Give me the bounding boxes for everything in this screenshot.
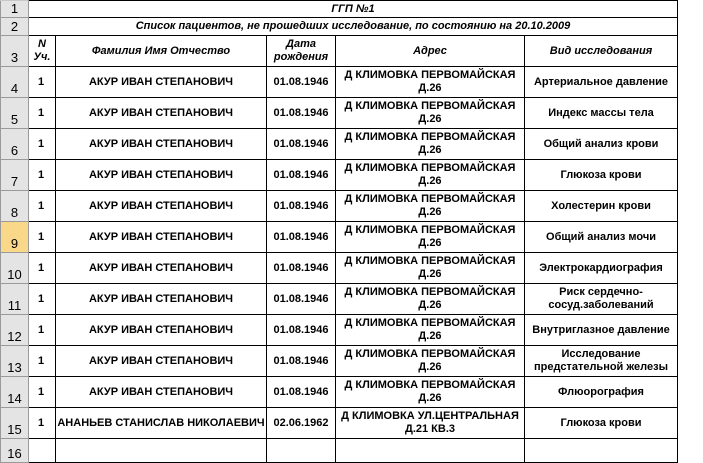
cell-exam[interactable]: Риск сердечно-сосуд.заболеваний xyxy=(525,284,678,315)
cell-exam[interactable]: Глюкоза крови xyxy=(525,160,678,191)
cell-name[interactable]: АКУР ИВАН СТЕПАНОВИЧ xyxy=(56,222,267,253)
table-row[interactable] xyxy=(1,377,678,408)
cell-dob[interactable]: 01.08.1946 xyxy=(267,191,336,222)
row-header[interactable]: 2 xyxy=(1,18,29,36)
column-header-exam[interactable]: Вид исследования xyxy=(525,36,678,67)
cell-name[interactable]: АКУР ИВАН СТЕПАНОВИЧ xyxy=(56,284,267,315)
cell-num[interactable]: 1 xyxy=(29,346,56,377)
row-header[interactable]: 4 xyxy=(1,67,29,98)
empty-cell[interactable] xyxy=(267,439,336,463)
cell-exam[interactable]: Индекс массы тела xyxy=(525,98,678,129)
cell-num[interactable]: 1 xyxy=(29,67,56,98)
cell-address[interactable]: Д КЛИМОВКА ПЕРВОМАЙСКАЯ Д.26 xyxy=(336,129,525,160)
cell-address[interactable]: Д КЛИМОВКА УЛ.ЦЕНТРАЛЬНАЯ Д.21 КВ.3 xyxy=(336,408,525,439)
cell-name[interactable]: АКУР ИВАН СТЕПАНОВИЧ xyxy=(56,253,267,284)
table-row[interactable] xyxy=(1,253,678,284)
cell-exam[interactable]: Глюкоза крови xyxy=(525,408,678,439)
cell-address[interactable]: Д КЛИМОВКА ПЕРВОМАЙСКАЯ Д.26 xyxy=(336,377,525,408)
cell-dob[interactable]: 01.08.1946 xyxy=(267,67,336,98)
cell-exam[interactable]: Холестерин крови xyxy=(525,191,678,222)
cell-dob[interactable]: 01.08.1946 xyxy=(267,98,336,129)
cell-address[interactable]: Д КЛИМОВКА ПЕРВОМАЙСКАЯ Д.26 xyxy=(336,98,525,129)
sheet-subtitle[interactable]: Список пациентов, не прошедших исследование, по состоянию на 20.10.2009 xyxy=(29,18,678,36)
cell-name[interactable]: АКУР ИВАН СТЕПАНОВИЧ xyxy=(56,315,267,346)
row-header[interactable]: 10 xyxy=(1,253,29,284)
cell-num[interactable]: 1 xyxy=(29,253,56,284)
row-header[interactable]: 3 xyxy=(1,36,29,67)
cell-num[interactable]: 1 xyxy=(29,408,56,439)
cell-exam[interactable]: Исследование предстательной железы xyxy=(525,346,678,377)
table-row[interactable] xyxy=(1,67,678,98)
table-row[interactable] xyxy=(1,160,678,191)
cell-address[interactable]: Д КЛИМОВКА ПЕРВОМАЙСКАЯ Д.26 xyxy=(336,191,525,222)
cell-num[interactable]: 1 xyxy=(29,284,56,315)
cell-address[interactable]: Д КЛИМОВКА ПЕРВОМАЙСКАЯ Д.26 xyxy=(336,67,525,98)
cell-dob[interactable]: 01.08.1946 xyxy=(267,346,336,377)
table-row[interactable] xyxy=(1,408,678,439)
cell-dob[interactable]: 01.08.1946 xyxy=(267,222,336,253)
cell-name[interactable]: АКУР ИВАН СТЕПАНОВИЧ xyxy=(56,191,267,222)
cell-dob[interactable]: 01.08.1946 xyxy=(267,377,336,408)
table-row[interactable] xyxy=(1,222,678,253)
table-row[interactable] xyxy=(1,315,678,346)
cell-num[interactable]: 1 xyxy=(29,377,56,408)
row-header[interactable]: 15 xyxy=(1,408,29,439)
table-row[interactable] xyxy=(1,129,678,160)
cell-address[interactable]: Д КЛИМОВКА ПЕРВОМАЙСКАЯ Д.26 xyxy=(336,315,525,346)
cell-address[interactable]: Д КЛИМОВКА ПЕРВОМАЙСКАЯ Д.26 xyxy=(336,284,525,315)
cell-name[interactable]: АКУР ИВАН СТЕПАНОВИЧ xyxy=(56,98,267,129)
column-header-name[interactable]: Фамилия Имя Отчество xyxy=(56,36,267,67)
row-header[interactable]: 7 xyxy=(1,160,29,191)
row-header[interactable]: 8 xyxy=(1,191,29,222)
row-header[interactable]: 16 xyxy=(1,439,29,463)
table-row[interactable] xyxy=(1,346,678,377)
cell-num[interactable]: 1 xyxy=(29,98,56,129)
cell-name[interactable]: АКУР ИВАН СТЕПАНОВИЧ xyxy=(56,346,267,377)
cell-exam[interactable]: Внутриглазное давление xyxy=(525,315,678,346)
empty-cell[interactable] xyxy=(336,439,525,463)
row-header[interactable]: 9 xyxy=(1,222,29,253)
row-header[interactable]: 11 xyxy=(1,284,29,315)
cell-num[interactable]: 1 xyxy=(29,160,56,191)
cell-exam[interactable]: Флюорография xyxy=(525,377,678,408)
cell-exam[interactable]: Электрокардиография xyxy=(525,253,678,284)
table-row[interactable] xyxy=(1,191,678,222)
row-header[interactable]: 14 xyxy=(1,377,29,408)
row-header[interactable]: 5 xyxy=(1,98,29,129)
row-header[interactable]: 6 xyxy=(1,129,29,160)
cell-dob[interactable]: 01.08.1946 xyxy=(267,284,336,315)
row-header[interactable]: 13 xyxy=(1,346,29,377)
cell-exam[interactable]: Артериальное давление xyxy=(525,67,678,98)
cell-name[interactable]: АНАНЬЕВ СТАНИСЛАВ НИКОЛАЕВИЧ xyxy=(56,408,267,439)
column-header-address[interactable]: Адрес xyxy=(336,36,525,67)
column-header-num[interactable]: N Уч. xyxy=(29,36,56,67)
cell-name[interactable]: АКУР ИВАН СТЕПАНОВИЧ xyxy=(56,67,267,98)
cell-dob[interactable]: 01.08.1946 xyxy=(267,315,336,346)
cell-name[interactable]: АКУР ИВАН СТЕПАНОВИЧ xyxy=(56,129,267,160)
cell-dob[interactable]: 01.08.1946 xyxy=(267,253,336,284)
row-header[interactable]: 12 xyxy=(1,315,29,346)
empty-cell[interactable] xyxy=(525,439,678,463)
empty-cell[interactable] xyxy=(29,439,56,463)
table-row[interactable] xyxy=(1,284,678,315)
cell-exam[interactable]: Общий анализ мочи xyxy=(525,222,678,253)
cell-num[interactable]: 1 xyxy=(29,315,56,346)
cell-num[interactable]: 1 xyxy=(29,222,56,253)
cell-dob[interactable]: 02.06.1962 xyxy=(267,408,336,439)
cell-name[interactable]: АКУР ИВАН СТЕПАНОВИЧ xyxy=(56,160,267,191)
cell-num[interactable]: 1 xyxy=(29,191,56,222)
row-header[interactable]: 1 xyxy=(1,1,29,18)
column-header-dob[interactable]: Дата рождения xyxy=(267,36,336,67)
cell-address[interactable]: Д КЛИМОВКА ПЕРВОМАЙСКАЯ Д.26 xyxy=(336,346,525,377)
cell-address[interactable]: Д КЛИМОВКА ПЕРВОМАЙСКАЯ Д.26 xyxy=(336,160,525,191)
cell-address[interactable]: Д КЛИМОВКА ПЕРВОМАЙСКАЯ Д.26 xyxy=(336,222,525,253)
empty-cell[interactable] xyxy=(56,439,267,463)
table-row[interactable] xyxy=(1,98,678,129)
cell-dob[interactable]: 01.08.1946 xyxy=(267,160,336,191)
cell-name[interactable]: АКУР ИВАН СТЕПАНОВИЧ xyxy=(56,377,267,408)
table-row[interactable] xyxy=(1,439,678,463)
cell-exam[interactable]: Общий анализ крови xyxy=(525,129,678,160)
cell-address[interactable]: Д КЛИМОВКА ПЕРВОМАЙСКАЯ Д.26 xyxy=(336,253,525,284)
cell-num[interactable]: 1 xyxy=(29,129,56,160)
sheet-title[interactable]: ГГП №1 xyxy=(29,1,678,18)
cell-dob[interactable]: 01.08.1946 xyxy=(267,129,336,160)
